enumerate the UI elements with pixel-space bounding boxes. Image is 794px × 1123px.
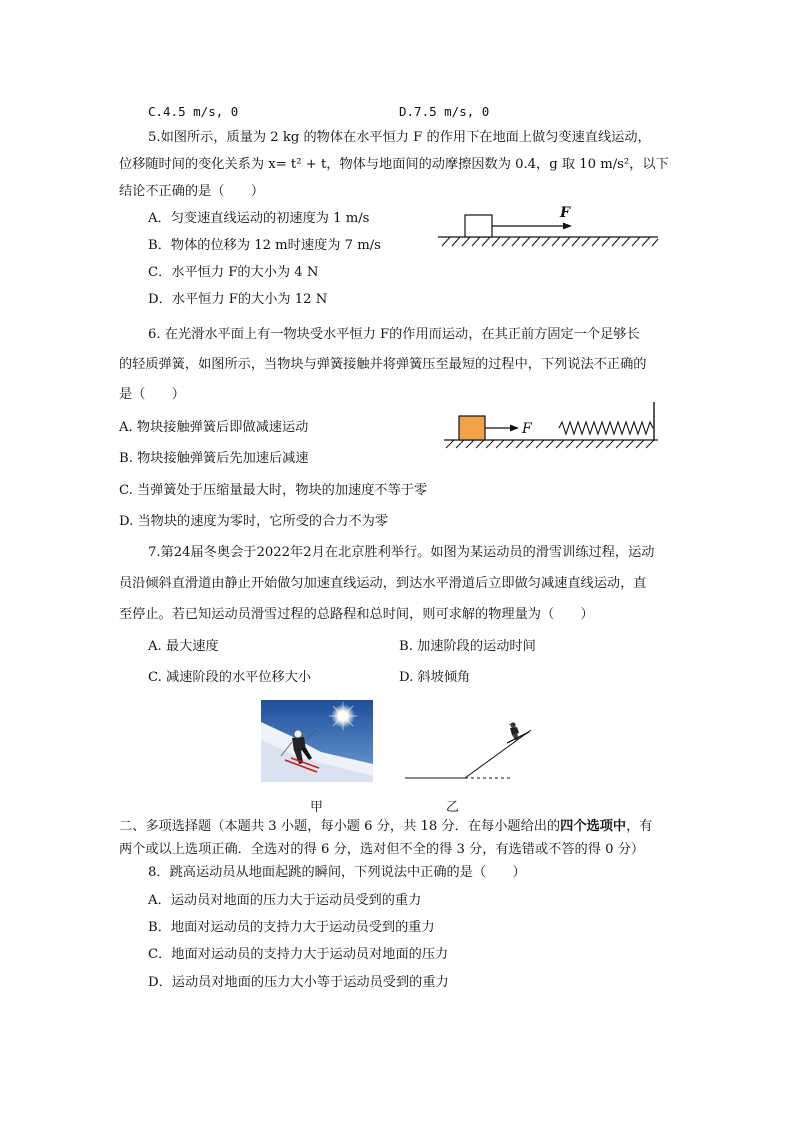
q6-stem-line2: 的轻质弹簧，如图所示，当物块与弹簧接触并将弹簧压至最短的过程中，下列说法不正确的: [119, 357, 647, 372]
q6-option-c: C. 当弹簧处于压缩量最大时，物块的加速度不等于零: [119, 483, 428, 498]
q7-ski-photo: [261, 700, 373, 782]
q6-force-label: F: [522, 421, 532, 437]
q7-option-d: D. 斜坡倾角: [399, 670, 471, 685]
q6-stem-line1: 6. 在光滑水平面上有一物块受水平恒力 F的作用而运动，在其正前方固定一个足够长: [148, 327, 640, 342]
q7-option-c: C. 减速阶段的水平位移大小: [148, 670, 312, 685]
q4-option-c: C.4.5 m/s, 0: [148, 104, 239, 119]
q6-stem-line3: 是（ ）: [119, 387, 185, 402]
section2-heading-line1: [119, 820, 652, 833]
section2-heading-bold: 四个选项中: [560, 819, 627, 834]
q4-option-d: D.7.5 m/s, 0: [399, 104, 490, 119]
q7-option-b: B. 加速阶段的运动时间: [399, 639, 536, 654]
q6-figure: [436, 400, 661, 450]
q8-option-c: C．地面对运动员的支持力大于运动员对地面的压力: [148, 947, 449, 962]
q7-stem-line2: 员沿倾斜直滑道由静止开始做匀加速直线运动，到达水平滑道后立即做匀减速直线运动，直: [119, 576, 647, 591]
q6-option-d: D. 当物块的速度为零时，它所受的合力不为零: [119, 514, 389, 529]
q5-option-d: D．水平恒力 F的大小为 12 N: [148, 292, 328, 307]
q5-block: [465, 215, 492, 237]
q6-option-a: A. 物块接触弹簧后即做减速运动: [119, 420, 309, 435]
q6-force-arrow: [510, 425, 519, 432]
q7-caption-right: 乙: [446, 800, 460, 815]
q8-option-b: B．地面对运动员的支持力大于运动员受到的重力: [148, 920, 435, 935]
q5-option-a: A．匀变速直线运动的初速度为 1 m/s: [148, 211, 370, 226]
q8-option-a: A．运动员对地面的压力大于运动员受到的重力: [148, 893, 422, 908]
q5-force-label: F: [560, 205, 570, 221]
q5-option-c: C．水平恒力 F的大小为 4 N: [148, 265, 319, 280]
q5-stem-line3: 结论不正确的是（ ）: [119, 184, 265, 199]
q5-option-b: B．物体的位移为 12 m时速度为 7 m/s: [148, 238, 381, 253]
q6-spring: [559, 422, 653, 434]
q6-block: [459, 416, 485, 440]
q7-option-a: A. 最大速度: [148, 639, 219, 654]
section2-heading-pre: 二、多项选择题（本题共 3 小题，每小题 6 分，共 18 分．在每小题给出的: [119, 819, 561, 834]
q7-stem-line1: 7.第24届冬奥会于2022年2月在北京胜利举行。如图为某运动员的滑雪训练过程，运动: [148, 545, 655, 560]
q5-stem-line1: 5.如图所示，质量为 2 kg 的物体在水平恒力 F 的作用下在地面上做匀变速直线运动，: [148, 130, 651, 145]
q5-stem-line2: 位移随时间的变化关系为 x= t² + t，物体与地面间的动摩擦因数为 0.4，g 取 10 m/s²，以下: [119, 157, 669, 172]
q7-slope-diagram: [403, 718, 538, 783]
q7-stem-line3: 至停止。若已知运动员滑雪过程的总路程和总时间，则可求解的物理量为（ ）: [119, 607, 594, 622]
q5-figure: [436, 205, 661, 250]
q8-stem: 8．跳高运动员从地面起跳的瞬间，下列说法中正确的是（ ）: [148, 865, 526, 880]
q6-option-b: B. 物块接触弹簧后先加速后减速: [119, 451, 309, 466]
q5-force-arrow: [563, 223, 572, 230]
q7-caption-left: 甲: [310, 800, 324, 815]
section2-heading-line2: 两个或以上选项正确．全选对的得 6 分，选对但不全的得 3 分，有选错或不答的得 0 分）: [119, 842, 645, 857]
section2-heading-post: ，有: [626, 819, 653, 834]
q8-option-d: D．运动员对地面的压力大小等于运动员受到的重力: [148, 975, 449, 990]
